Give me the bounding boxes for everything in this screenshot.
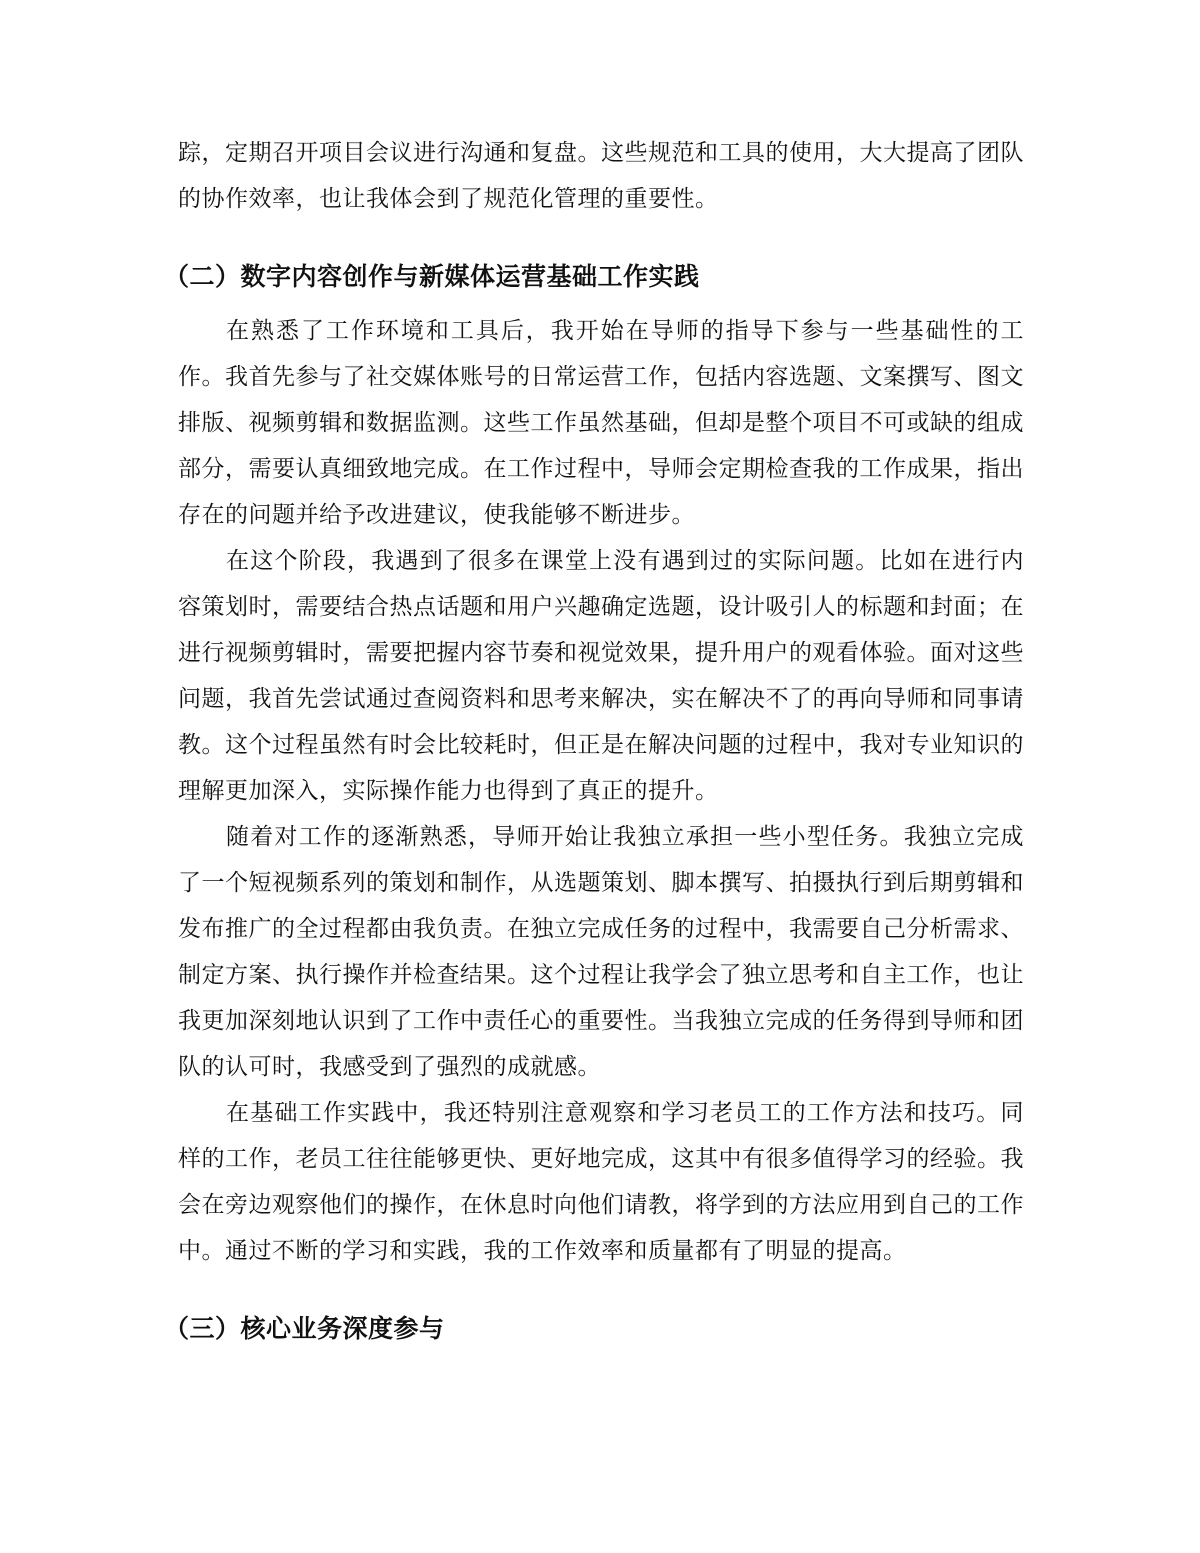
spacer (178, 1274, 1024, 1306)
paragraph: 随着对工作的逐渐熟悉，导师开始让我独立承担一些小型任务。我独立完成了一个短视频系列的策划和制作，从选题策划、脚本撰写、拍摄执行到后期剪辑和发布推广的全过程都由我负责。在独立完成任务的过程中，我需要自己分析需求、制定方案、执行操作并检查结果。这个过程让我学会了独立思考和自主工作，也让我更加深刻地认识到了工作中责任心的重要性。当我独立完成的任务得到导师和团队的认可时，我感受到了强烈的成就感。 (178, 824, 1024, 1080)
document-page (164, 130, 1024, 1352)
spacer (178, 222, 1024, 254)
paragraph: 在这个阶段，我遇到了很多在课堂上没有遇到过的实际问题。比如在进行内容策划时，需要结合热点话题和用户兴趣确定选题，设计吸引人的标题和封面；在进行视频剪辑时，需要把握内容节奏和视觉效果，提升用户的观看体验。面对这些问题，我首先尝试通过查阅资料和思考来解决，实在解决不了的再向导师和同事请教。这个过程虽然有时会比较耗时，但正是在解决问题的过程中，我对专业知识的理解更加深入，实际操作能力也得到了真正的提升。 (178, 548, 1024, 804)
paragraph: 在熟悉了工作环境和工具后，我开始在导师的指导下参与一些基础性的工作。我首先参与了社交媒体账号的日常运营工作，包括内容选题、文案撰写、图文排版、视频剪辑和数据监测。这些工作虽然基础，但却是整个项目不可或缺的组成部分，需要认真细致地完成。在工作过程中，导师会定期检查我的工作成果，指出存在的问题并给予改进建议，使我能够不断进步。 (178, 318, 1024, 528)
paragraph: 在基础工作实践中，我还特别注意观察和学习老员工的工作方法和技巧。同样的工作，老员工往往能够更快、更好地完成，这其中有很多值得学习的经验。我会在旁边观察他们的操作，在休息时向他们请教，将学到的方法应用到自己的工作中。通过不断的学习和实践，我的工作效率和质量都有了明显的提高。 (178, 1100, 1024, 1264)
section-heading-3: （三）核心业务深度参与 (164, 1314, 445, 1343)
section-heading-2: （二）数字内容创作与新媒体运营基础工作实践 (164, 262, 700, 291)
spacer (178, 300, 1024, 308)
paragraph-continued: 踪，定期召开项目会议进行沟通和复盘。这些规范和工具的使用，大大提高了团队的协作效率，也让我体会到了规范化管理的重要性。 (178, 140, 1024, 212)
